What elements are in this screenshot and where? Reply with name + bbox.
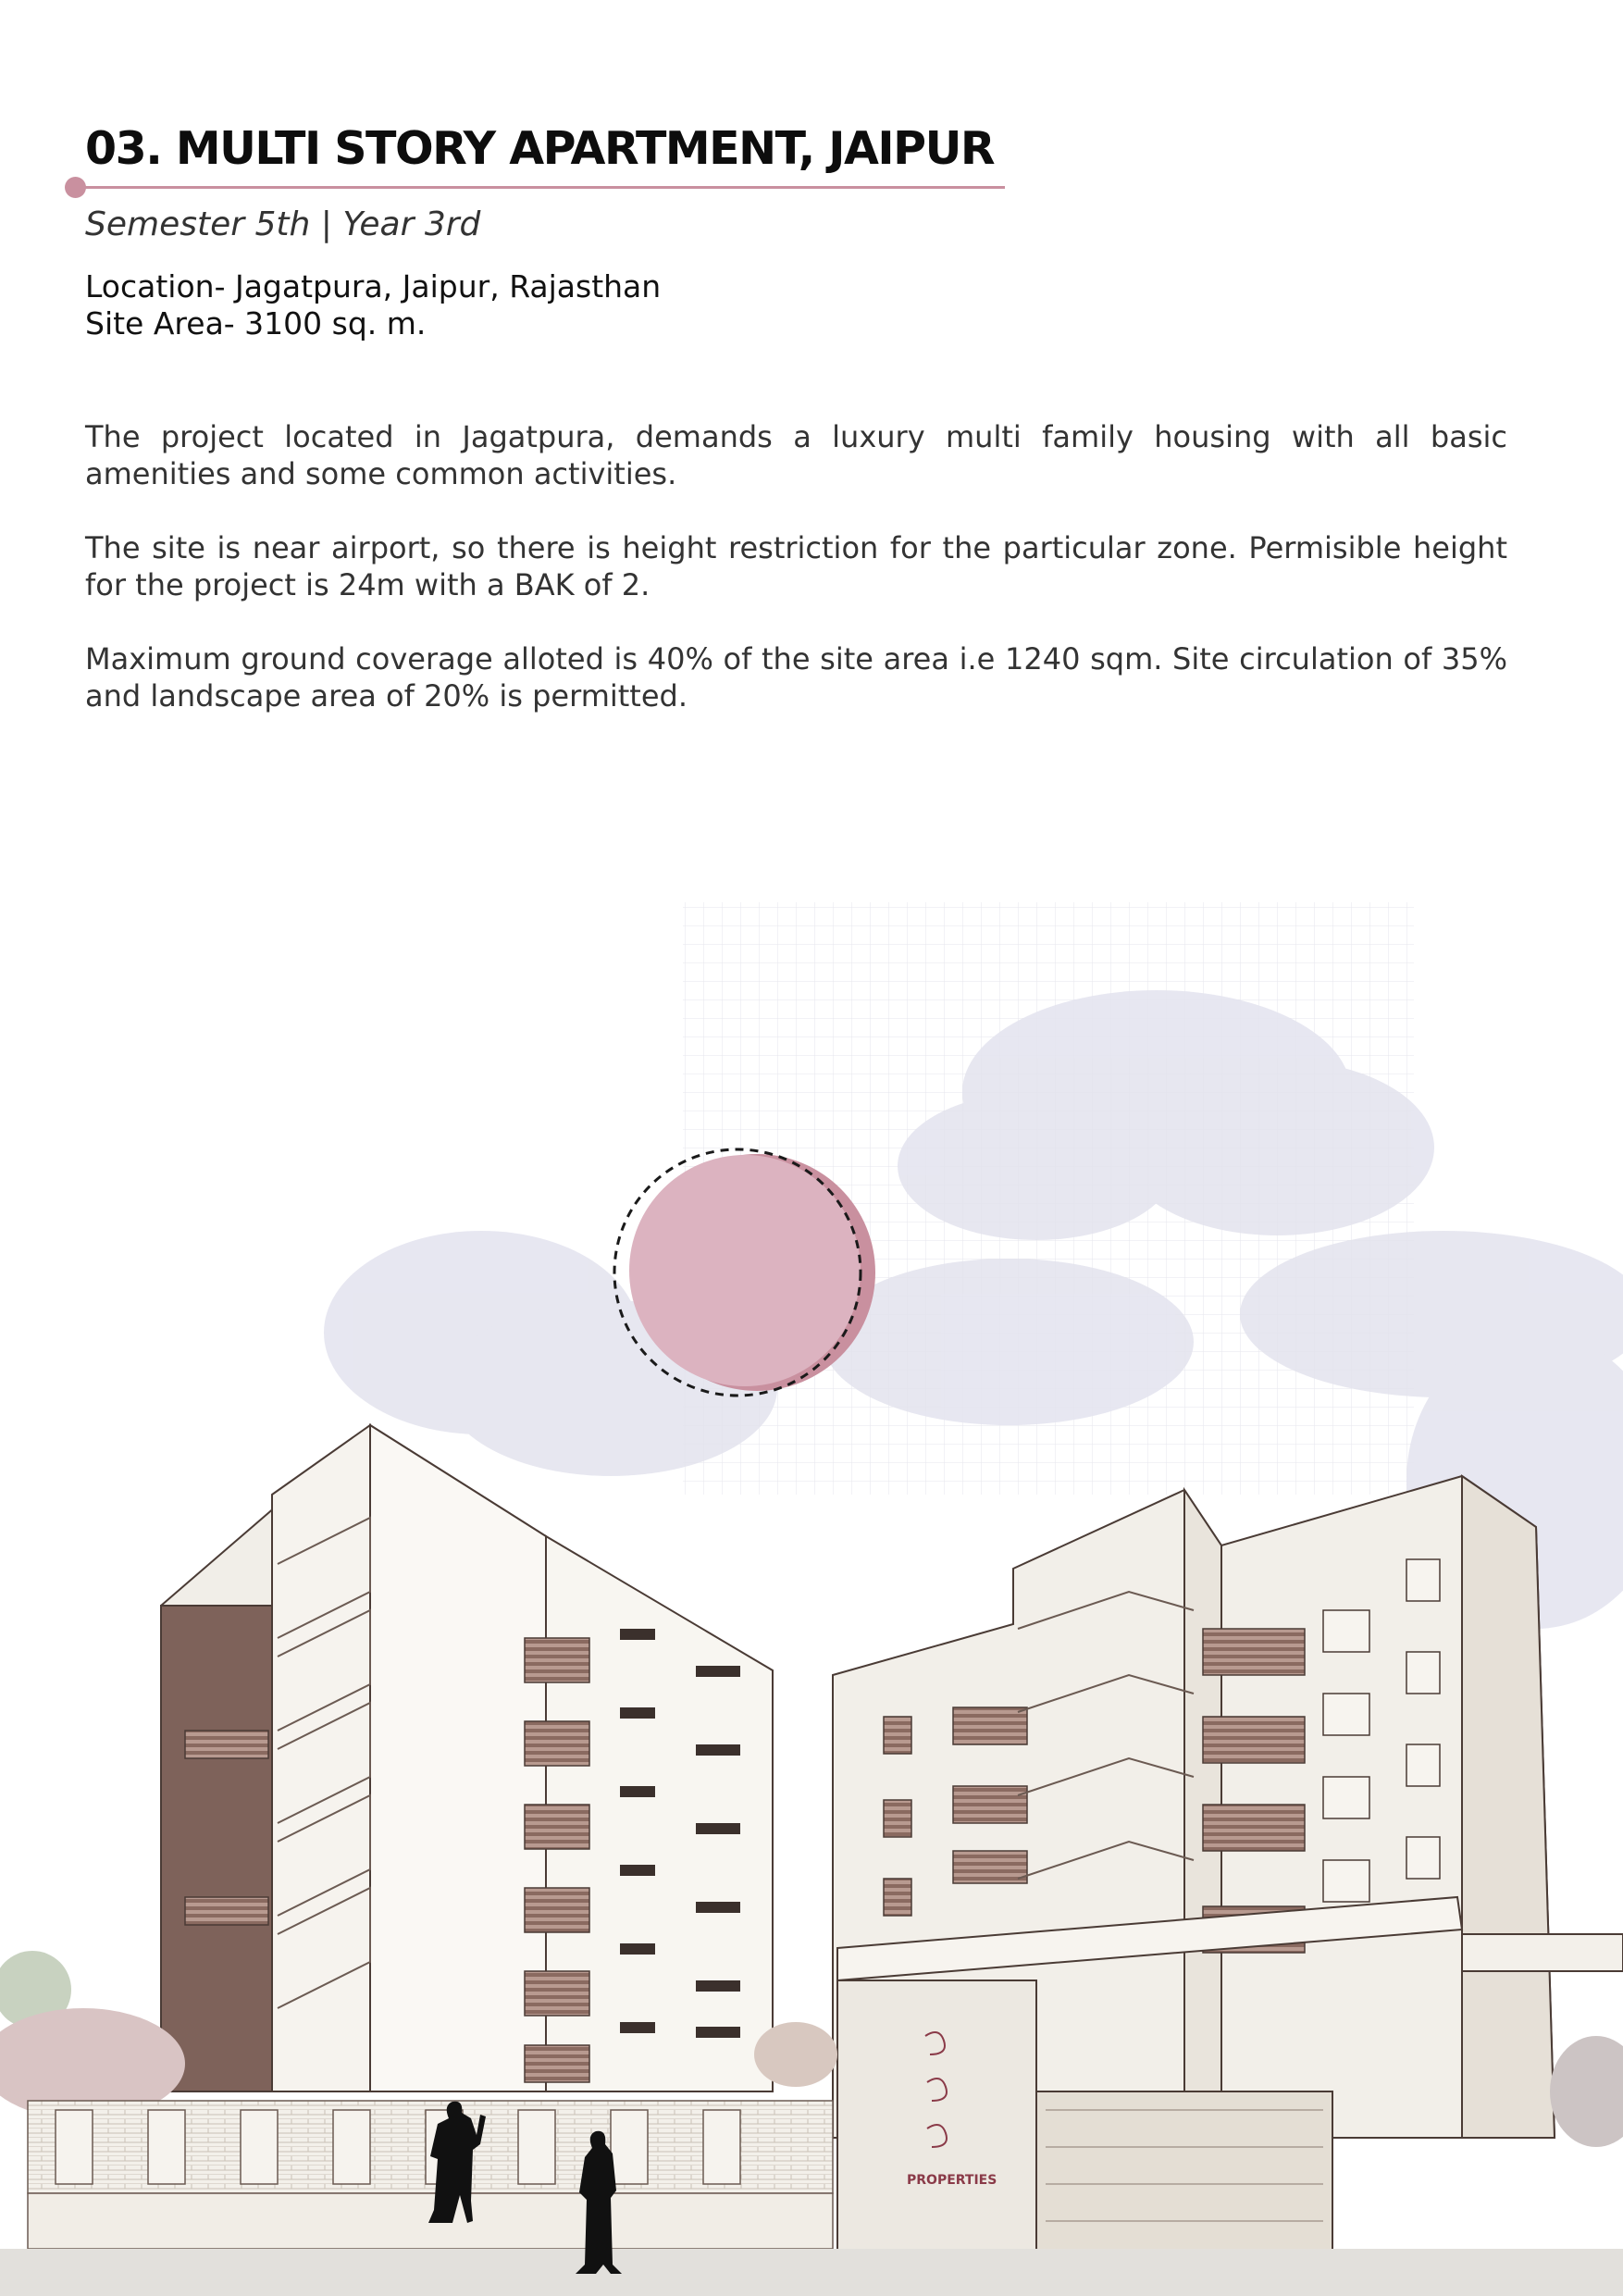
page-title: 03. MULTI STORY APARTMENT, JAIPUR (85, 122, 995, 175)
left-apartment-block (161, 1425, 773, 2091)
title-underline (76, 186, 1005, 189)
description-paragraph-2: The site is near airport, so there is height restriction for the particular zone. Permisible height for the project is 24m with a BAK of 2. (85, 530, 1507, 602)
ground (0, 2249, 1623, 2296)
description-paragraph-3: Maximum ground coverage alloted is 40% of the site area i.e 1240 sqm. Site circulation of 35% and landscape area of 20% is permitted. (85, 641, 1507, 714)
boundary-wall (28, 2101, 833, 2249)
page-subtitle: Semester 5th | Year 3rd (85, 205, 481, 243)
apartment-rendering (0, 888, 1623, 2296)
title-underline-dot (65, 177, 86, 198)
site-area-line: Site Area- 3100 sq. m. (85, 305, 427, 341)
properties-sign-text: PROPERTIES (907, 2173, 997, 2188)
description-paragraph-1: The project located in Jagatpura, demands a luxury multi family housing with all basic amenities and some common activities. (85, 419, 1507, 491)
location-line: Location- Jagatpura, Jaipur, Rajasthan (85, 268, 662, 304)
